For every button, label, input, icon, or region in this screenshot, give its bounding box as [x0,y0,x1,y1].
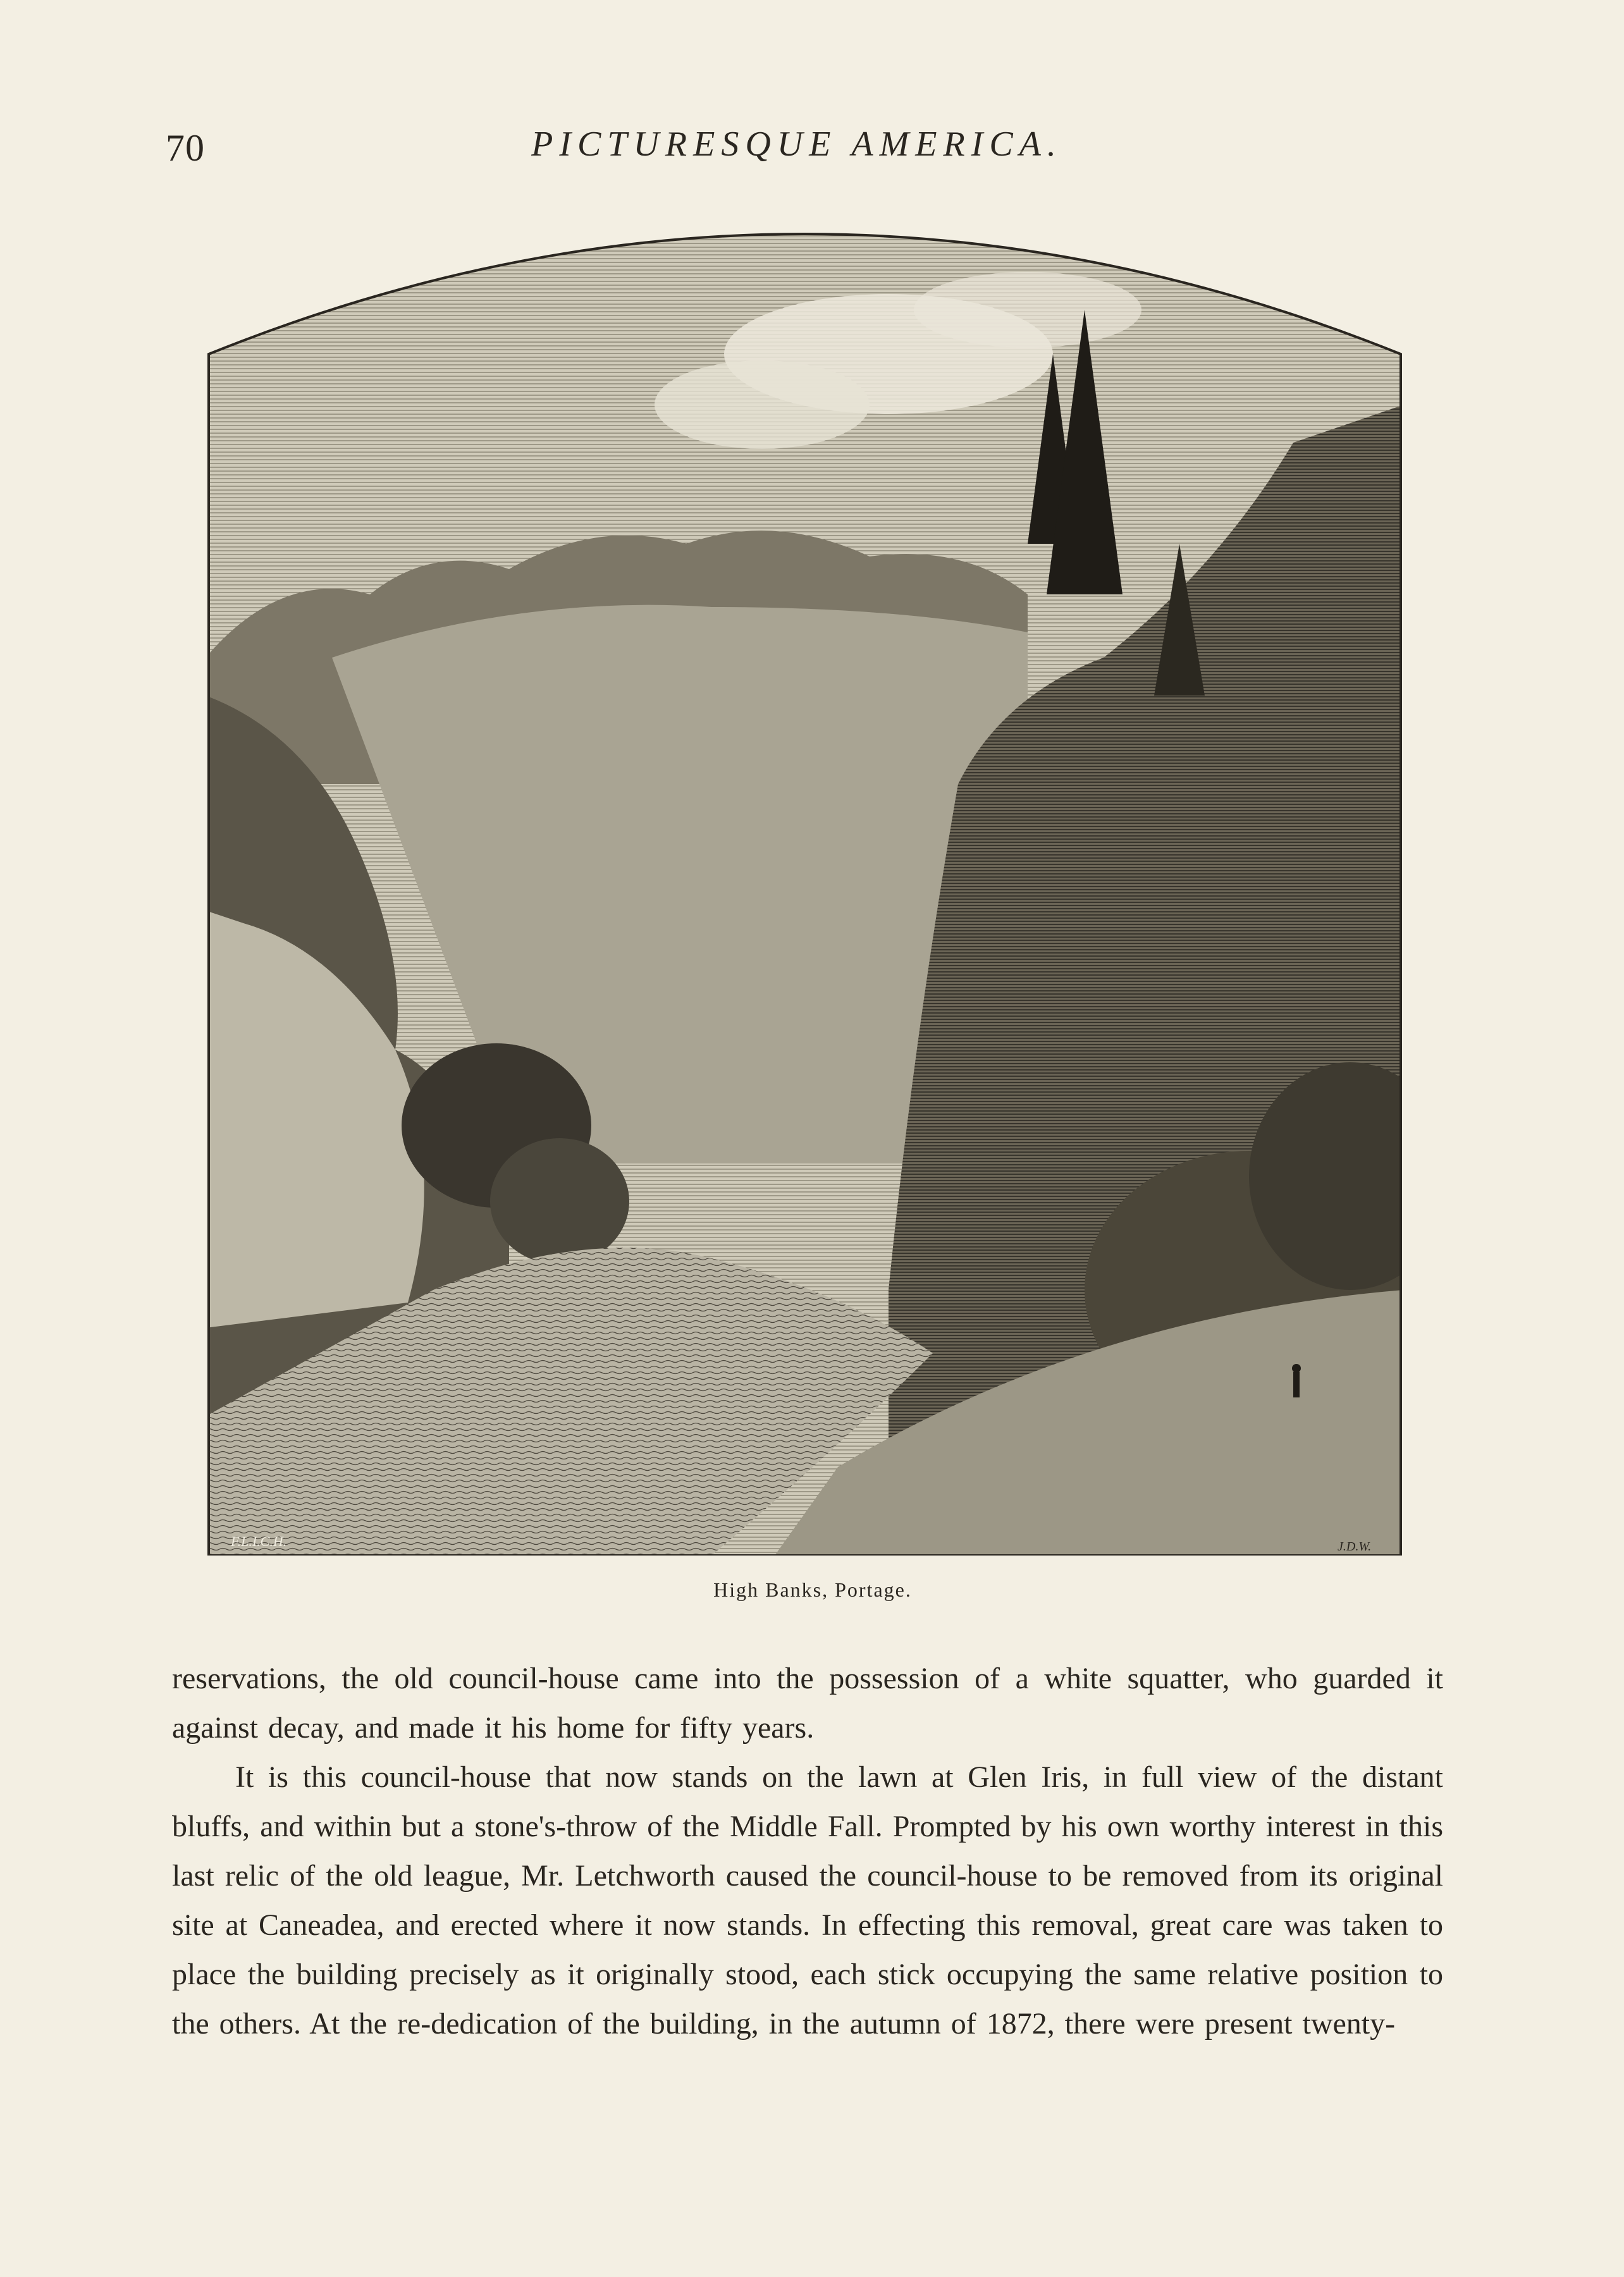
paragraph: reservations, the old council-house came into the possession of a white squatter, who guarded it against decay, and made it his home for fifty years. [172,1662,1443,1745]
page-number: 70 [166,127,205,169]
illustration-caption: High Banks, Portage. [713,1578,912,1601]
body-text [172,1654,1443,2049]
engraver-signature-left: F.L.I.C.H. [231,1533,287,1549]
running-title: PICTURESQUE AMERICA. [531,125,1062,164]
engraver-signature-right: J.D.W. [1338,1540,1372,1554]
paragraph: It is this council-house that now stands on the lawn at Glen Iris, in full view of the distant bluffs, and within but a stone's-throw of the Middle Fall. Prompted by his own worthy interest in this last relic of the old league, Mr. Letchworth caused the council-house to be removed from its original site at Caneadea, and erected where it now stands. In effecting this removal, great care was taken to place the building precisely as it originally stood, each stick occupying the same relative position to the others. At the re-dedication of the building, in the autumn of 1872, there were present twenty- [172,1760,1443,2041]
engraving-illustration [206,215,1404,1556]
